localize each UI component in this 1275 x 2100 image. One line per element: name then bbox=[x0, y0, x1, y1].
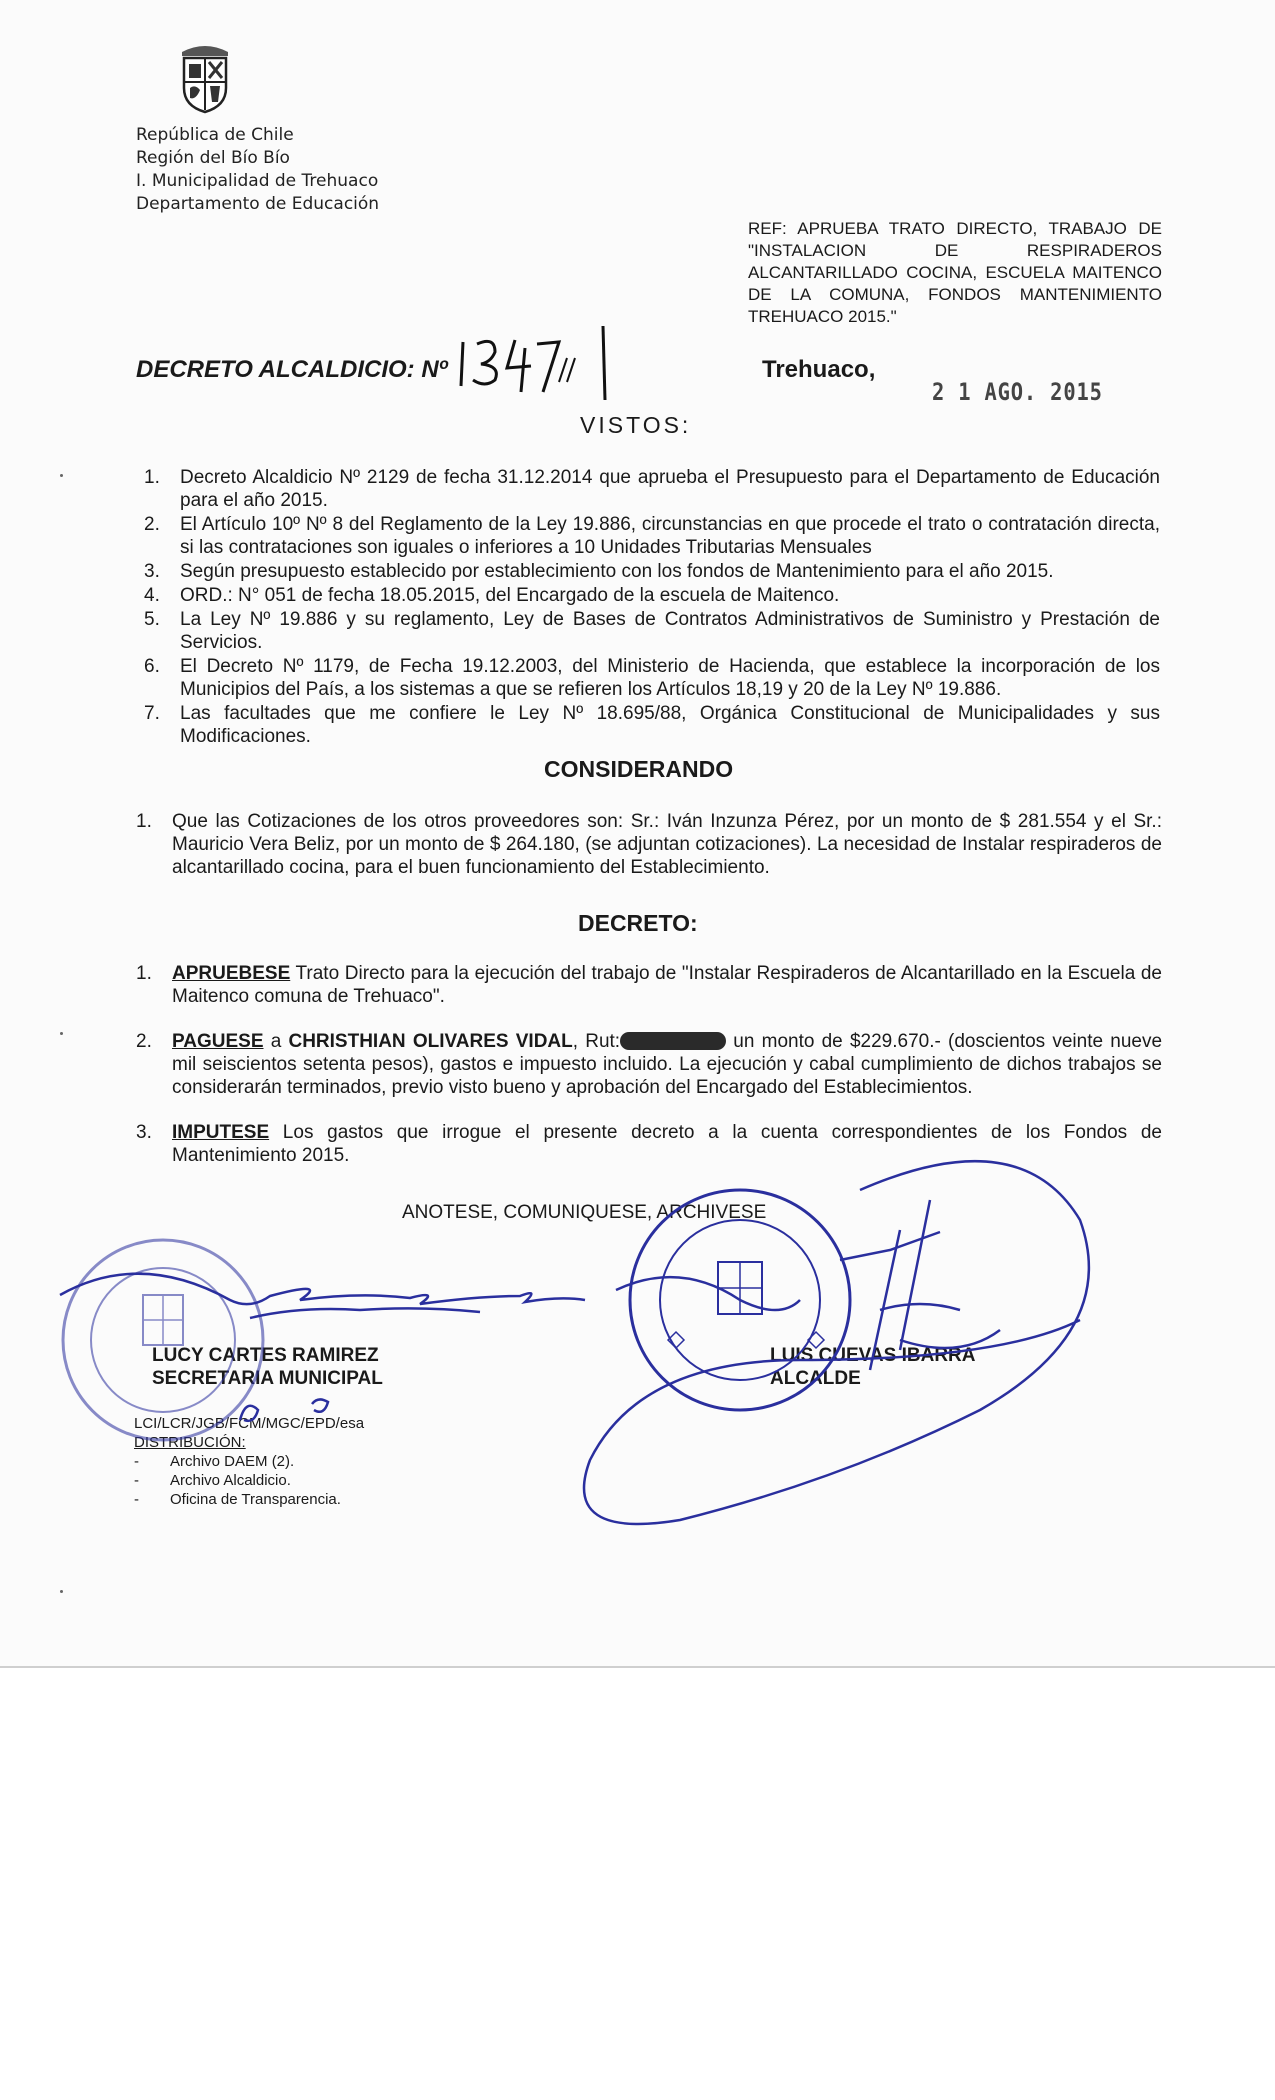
item-text: La Ley Nº 19.886 y su reglamento, Ley de Bases de Contratos Administrativos de Suministro y Prestación de Servicios. bbox=[180, 609, 1160, 653]
list-item: - Archivo DAEM (2). bbox=[134, 1453, 295, 1470]
list-item: - Archivo Alcaldicio. bbox=[134, 1472, 291, 1489]
signer-title: ALCALDE bbox=[770, 1368, 861, 1389]
item-text: Archivo DAEM (2). bbox=[170, 1453, 295, 1470]
payee-name: CHRISTHIAN OLIVARES VIDAL bbox=[288, 1031, 573, 1052]
rut-label: , Rut: bbox=[572, 1031, 621, 1052]
item-text: Según presupuesto establecido por establecimiento con los fondos de Mantenimiento para el año 2015. bbox=[180, 561, 1054, 582]
item-number: 1. bbox=[136, 811, 152, 832]
item-text: a bbox=[263, 1031, 289, 1052]
scan-speck bbox=[60, 474, 63, 477]
item-number: 1. bbox=[144, 467, 160, 488]
letterhead-line: República de Chile bbox=[136, 125, 294, 145]
list-item: - Oficina de Transparencia. bbox=[134, 1491, 341, 1508]
item-text: ORD.: N° 051 de fecha 18.05.2015, del Encargado de la escuela de Maitenco. bbox=[180, 585, 840, 606]
closing-formula: ANOTESE, COMUNIQUESE, ARCHIVESE bbox=[402, 1202, 767, 1223]
signer-name: LUIS CUEVAS IBARRA bbox=[770, 1345, 976, 1366]
item-text: un monto de $229.670.- (doscientos veinte nueve mil seiscientos setenta pesos), gastos e impuesto incluido. La ejecución y cabal cumplimiento de dichos trabajos se considerarán terminados, previo visto bueno y aprobación del Encargado del Establecimientos. bbox=[172, 1031, 1163, 1098]
item-text: El Artículo 10º Nº 8 del Reglamento de la Ley 19.886, circunstancias en que procede el trato o contratación directa, si las contrataciones son iguales o inferiores a 10 Unidades Tributarias Mensuales bbox=[180, 514, 1160, 558]
item-text: Que las Cotizaciones de los otros proveedores son: Sr.: Iván Inzunza Pérez, por un monto de $ 281.554 y el Sr.: Mauricio Vera Beliz, por un monto de $ 264.180, (se adjuntan cotizaciones). La necesidad de Instalar respiraderos de alcantarillado cocina, para el buen funcionamiento del Establecimiento. bbox=[172, 811, 1162, 878]
item-number: 1. bbox=[136, 963, 152, 984]
item-number: 2. bbox=[144, 514, 160, 535]
place-label: Trehuaco, bbox=[762, 356, 876, 383]
letterhead-line: Departamento de Educación bbox=[136, 194, 380, 214]
reference-initials: LCI/LCR/JGB/FCM/MGC/EPD/esa bbox=[134, 1415, 365, 1432]
letterhead-line: Región del Bío Bío bbox=[136, 148, 290, 168]
item-verb: APRUEBESE bbox=[172, 963, 291, 984]
item-number: 3. bbox=[144, 561, 160, 582]
scan-speck bbox=[60, 1590, 63, 1593]
signature-secretary-icon bbox=[60, 1274, 585, 1421]
distribution-title: DISTRIBUCIÓN: bbox=[134, 1434, 246, 1451]
reference-block: REF: APRUEBA TRATO DIRECTO, TRABAJO DE "INSTALACION DE RESPIRADEROS ALCANTARILLADO COCINA, ESCUELA MAITENCO DE LA COMUNA, FONDOS MANTENIMIENTO TREHUACO 2015." bbox=[748, 219, 1162, 326]
section-title-vistos: VISTOS: bbox=[580, 412, 692, 438]
item-text: Archivo Alcaldicio. bbox=[170, 1472, 291, 1489]
item-text: Las facultades que me confiere le Ley Nº 18.695/88, Orgánica Constitucional de Municipalidades y sus Modificaciones. bbox=[180, 703, 1160, 747]
item-text: El Decreto Nº 1179, de Fecha 19.12.2003, del Ministerio de Hacienda, que establece la incorporación de los Municipios del País, a los sistemas a que se refieren los Artículos 18,19 y 20 de la Ley Nº 19.886. bbox=[180, 656, 1160, 700]
signature-mayor-icon bbox=[584, 1161, 1089, 1524]
page-edge bbox=[0, 1666, 1275, 1668]
item-verb: PAGUESE bbox=[172, 1031, 264, 1052]
item-text: Decreto Alcaldicio Nº 2129 de fecha 31.12.2014 que aprueba el Presupuesto para el Departamento de Educación para el año 2015. bbox=[180, 467, 1160, 511]
item-verb: IMPUTESE bbox=[172, 1122, 270, 1143]
stamp-secretary-icon bbox=[63, 1240, 263, 1440]
scan-speck bbox=[60, 1032, 63, 1035]
item-text: Los gastos que irrogue el presente decreto a la cuenta correspondientes de los Fondos de Mantenimiento 2015. bbox=[172, 1122, 1162, 1166]
date-stamp: 2 1 AGO. 2015 bbox=[932, 378, 1103, 406]
item-number: 4. bbox=[144, 585, 160, 606]
section-title-considerando: CONSIDERANDO bbox=[544, 756, 734, 782]
item-number: 6. bbox=[144, 656, 160, 677]
decree-number-label: DECRETO ALCALDICIO: Nº bbox=[136, 356, 448, 383]
item-number: 2. bbox=[136, 1031, 152, 1052]
item-number: 7. bbox=[144, 703, 160, 724]
item-text: Oficina de Transparencia. bbox=[170, 1491, 341, 1508]
signer-name: LUCY CARTES RAMIREZ bbox=[152, 1345, 379, 1366]
section-title-decreto: DECRETO: bbox=[578, 910, 698, 936]
item-number: 3. bbox=[136, 1122, 152, 1143]
item-number: 5. bbox=[144, 609, 160, 630]
item-text: Trato Directo para la ejecución del trabajo de "Instalar Respiraderos de Alcantarillado en la Escuela de Maitenco comuna de Trehuaco". bbox=[172, 963, 1162, 1007]
letterhead-line: I. Municipalidad de Trehuaco bbox=[136, 171, 379, 191]
signer-title: SECRETARIA MUNICIPAL bbox=[152, 1368, 383, 1389]
